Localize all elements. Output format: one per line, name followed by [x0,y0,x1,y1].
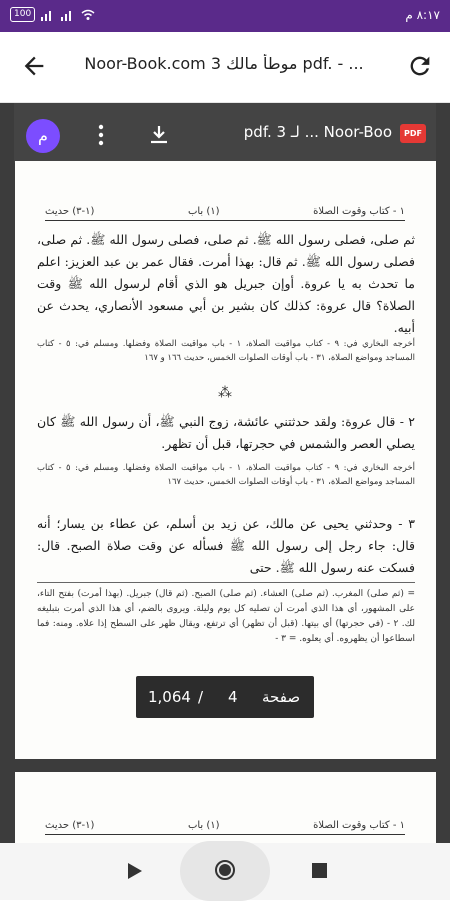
header-chapter: (١) باب [187,206,220,217]
page-header [45,206,405,221]
separator-stars: ⁂ [218,385,232,401]
pdf-file-icon: PDF [400,124,426,143]
page-counter [136,676,314,718]
viewer-toolbar [14,103,436,163]
battery-icon: 100 [10,7,35,22]
header-hadith: (١-٣) حديث [45,820,95,831]
app-title: Noor-Book.com 3 موطأ مالك pdf. - ... [84,54,364,73]
back-arrow-icon[interactable] [20,52,48,80]
page-header-next [45,820,405,835]
hadith-paragraph-3: ٣ - وحدثني يحيى عن مالك، عن زيد بن أسلم، عن عطاء بن يسار؛ أنه قال: جاء رجل إلى رسول الله ﷺ فسأله عن وقت صلاة الصبح. قال: فسكت عنه رسول الله ﷺ. حتى [37,516,415,575]
bottom-navigation [0,843,450,900]
footnote-2: أخرجه البخاري في: ٩ - كتاب مواقيت الصلاة، ١ - باب مواقيت الصلاة وفضلها. ومسلم في: ٥ - كتاب المساجد ومواضع الصلاة، ٣١ - باب أوقات الصلوات الخمس، حديث ١٦٧ [37,463,416,487]
pdf-page [15,161,436,759]
hadith-paragraph-2: ٢ - قال عروة: ولقد حدثتني عائشة، زوج النبي ﷺ، أن رسول الله ﷺ كان يصلي العصر والشمس في حجرتها، قبل أن تظهر. [37,414,415,451]
header-book: ١ - كتاب وقوت الصلاة [313,206,405,217]
signal-icon-2 [61,9,75,21]
status-bar [0,0,450,32]
hadith-paragraph-1: ثم صلى، فصلى رسول الله ﷺ. ثم صلى، فصلى رسول الله ﷺ. ثم صلى، فصلى رسول الله ﷺ. ثم قال: بهذا أمرت. فقال عمر بن عبد العزيز: اعلم ما تحدث به يا عروة. أوإن جبريل هو الذي أقام لرسول الله ﷺ وقت الصلاة؟ قال عروة: كذلك كان بشير بن أبي مسعود الأنصاري، يحدث عن أبيه. [37,232,415,335]
play-icon[interactable] [127,862,143,880]
page-total: 1,064 [148,688,191,706]
app-bar [0,32,450,103]
pdf-page-next [15,772,436,843]
wifi-icon [81,9,95,21]
signal-icon [41,9,55,21]
footnote-1: أخرجه البخاري في: ٩ - كتاب مواقيت الصلاة، ١ - باب مواقيت الصلاة وفضلها. ومسلم في: ٥ - كتاب المساجد ومواضع الصلاة، ٣١ - باب أوقات الصلوات الخمس، حديث ١٦٦ و ١٦٧ [37,339,416,363]
more-options-icon[interactable] [98,123,104,147]
pdf-file-title: pdf. 3 لـ ... Noor-Boo [243,123,392,141]
page-separator: / [198,688,204,706]
home-icon[interactable] [214,859,236,881]
header-book: ١ - كتاب وقوت الصلاة [313,820,405,831]
header-chapter: (١) باب [187,820,220,831]
refresh-icon[interactable] [406,52,434,80]
page-label: صفحة [262,688,301,706]
notes-divider [37,582,415,583]
download-icon[interactable] [147,123,171,147]
page-current: 4 [228,688,238,706]
header-hadith: (١-٣) حديث [45,206,95,217]
status-icons [10,7,95,22]
avatar[interactable]: م [26,119,60,153]
pdf-viewer[interactable] [0,103,450,843]
clock: ٨:١٧ م [405,8,440,22]
stop-icon[interactable] [312,863,327,878]
explanatory-notes: = (ثم صلى) المغرب. (ثم صلى) العشاء. (ثم صلى) الصبح. (ثم قال) جبريل. (بهذا أمرت) بفتح التاء، على المشهور، أي هذا الذي أمرت أن تصليه كل يوم وليلة. ويروى بالضم، أي هذا الذي أمرت بتبليغه لك. ٢ - (في حجرتها) أي بيتها. (قبل أن تظهر) أي ترتفع، ويقال ظهر على السطح إذا علاه. ومنه: فما اسطاعوا أن يظهروه. أي يعلوه. = ٣ - [37,589,415,644]
